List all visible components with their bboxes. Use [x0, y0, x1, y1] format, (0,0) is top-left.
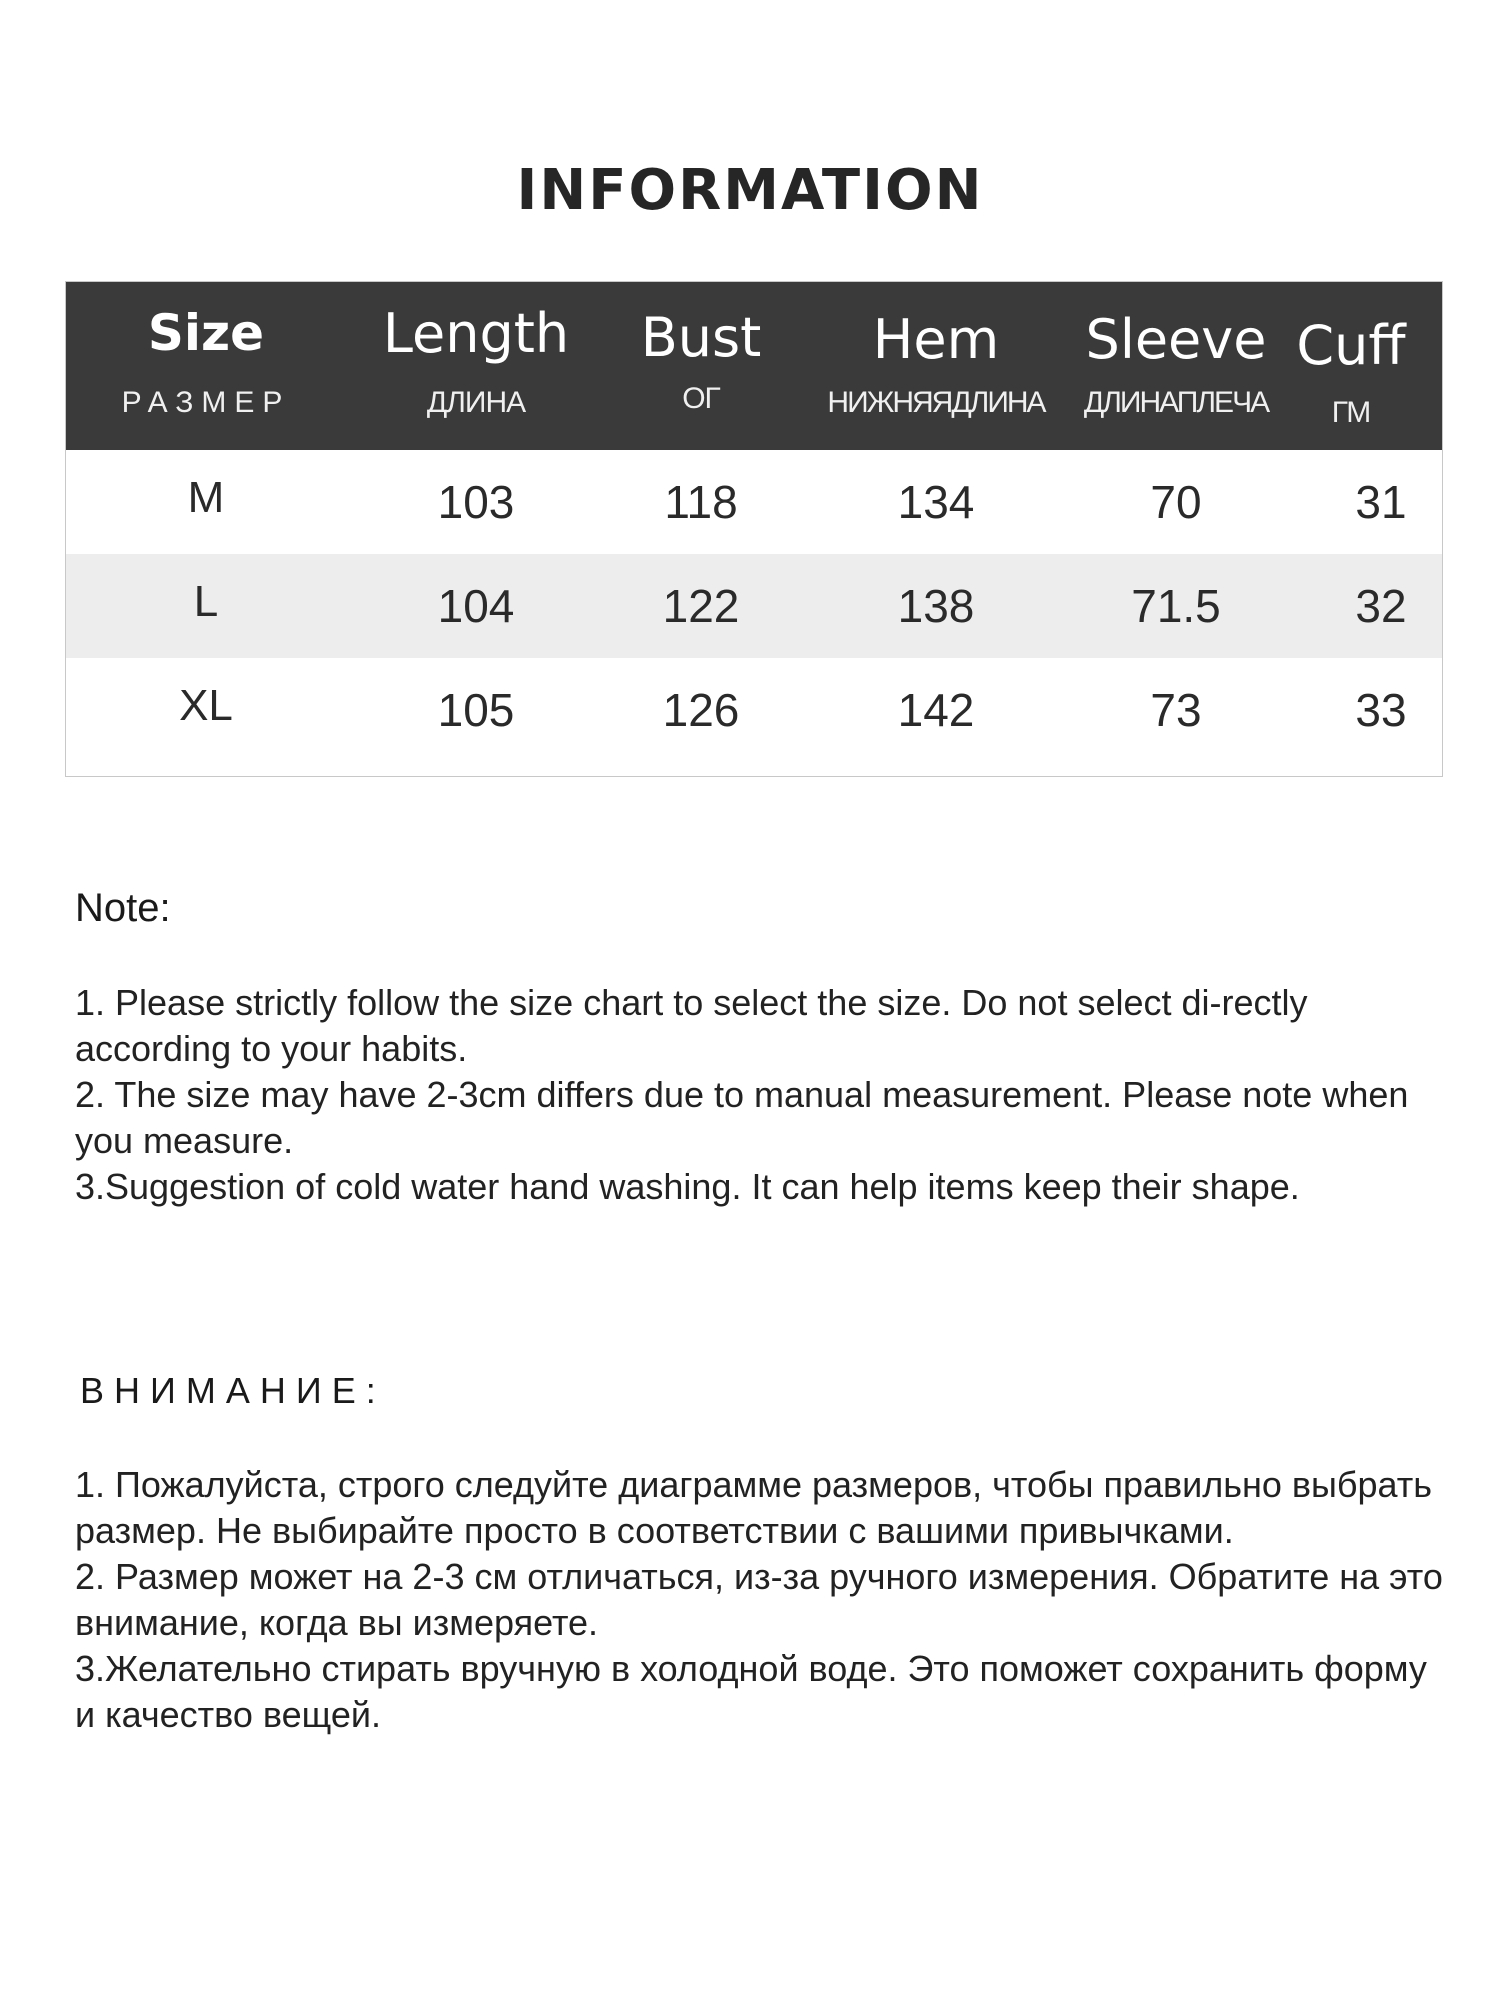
cell-cuff: 33: [1355, 684, 1407, 736]
header-label: Bust: [640, 306, 762, 369]
note-item: 3.Желательно стирать вручную в холодной воде. Это поможет сохранить форму и качество вещей.: [75, 1648, 1427, 1735]
note-item: 2. The size may have 2-3cm differs due to manual measurement. Please note when you measure.: [75, 1074, 1409, 1161]
header-label: Hem: [872, 308, 1000, 371]
header-sublabel: ГМ: [1331, 396, 1371, 429]
header-label: Size: [147, 304, 265, 362]
header-sublabel: ДЛИНА: [426, 386, 526, 419]
header-sublabel: ДЛИНАПЛЕЧА: [1083, 386, 1269, 419]
header-sublabel: НИЖНЯЯДЛИНА: [827, 386, 1045, 419]
header-label: Cuff: [1296, 314, 1406, 377]
note-item: 1. Пожалуйста, строго следуйте диаграмме размеров, чтобы правильно выбрать размер. Не выбирайте просто в соответствии с вашими привычками.: [75, 1464, 1433, 1551]
header-sublabel: ОГ: [682, 382, 720, 415]
table-row: [66, 450, 1442, 554]
cell-hem: 138: [897, 580, 975, 632]
size-table: [65, 281, 1443, 777]
header-cuff: [1281, 282, 1421, 450]
cell-cuff: 31: [1355, 476, 1407, 528]
note-item: 2. Размер может на 2-3 см отличаться, из-за ручного измерения. Обратите на это внимание, когда вы измеряете.: [75, 1556, 1443, 1643]
header-hem: [801, 282, 1071, 450]
cell-length: 103: [437, 476, 515, 528]
header-sublabel: РАЗМЕР: [121, 386, 291, 419]
header-length: [366, 282, 586, 450]
header-sleeve: [1066, 282, 1286, 450]
cell-sleeve: 71.5: [1131, 580, 1221, 632]
header-label: Length: [382, 302, 570, 365]
page-title: INFORMATION: [516, 158, 984, 223]
table-row: [66, 658, 1442, 762]
ru-note-heading: ВНИМАНИЕ:: [80, 1370, 386, 1411]
cell-bust: 122: [662, 580, 740, 632]
note-item: 3.Suggestion of cold water hand washing. It can help items keep their shape.: [75, 1166, 1300, 1207]
note-item: 1. Please strictly follow the size chart to select the size. Do not select di-rectly according to your habits.: [75, 982, 1308, 1069]
cell-length: 104: [437, 580, 515, 632]
cell-sleeve: 73: [1150, 684, 1202, 736]
note-list: [75, 980, 1455, 1210]
cell-size: L: [193, 577, 219, 626]
cell-size: M: [187, 473, 225, 522]
cell-bust: 126: [662, 684, 740, 736]
header-size: [106, 282, 306, 450]
cell-cuff: 32: [1355, 580, 1407, 632]
header-label: Sleeve: [1085, 308, 1267, 371]
cell-size: XL: [179, 681, 233, 730]
cell-sleeve: 70: [1150, 476, 1202, 528]
cell-bust: 118: [664, 476, 738, 528]
note-heading: Note:: [75, 886, 171, 930]
cell-hem: 134: [897, 476, 975, 528]
ru-note-list: [75, 1462, 1455, 1738]
cell-length: 105: [437, 684, 515, 736]
cell-hem: 142: [897, 684, 975, 736]
table-row: [66, 554, 1442, 658]
header-bust: [601, 282, 801, 450]
table-header: [66, 282, 1442, 450]
